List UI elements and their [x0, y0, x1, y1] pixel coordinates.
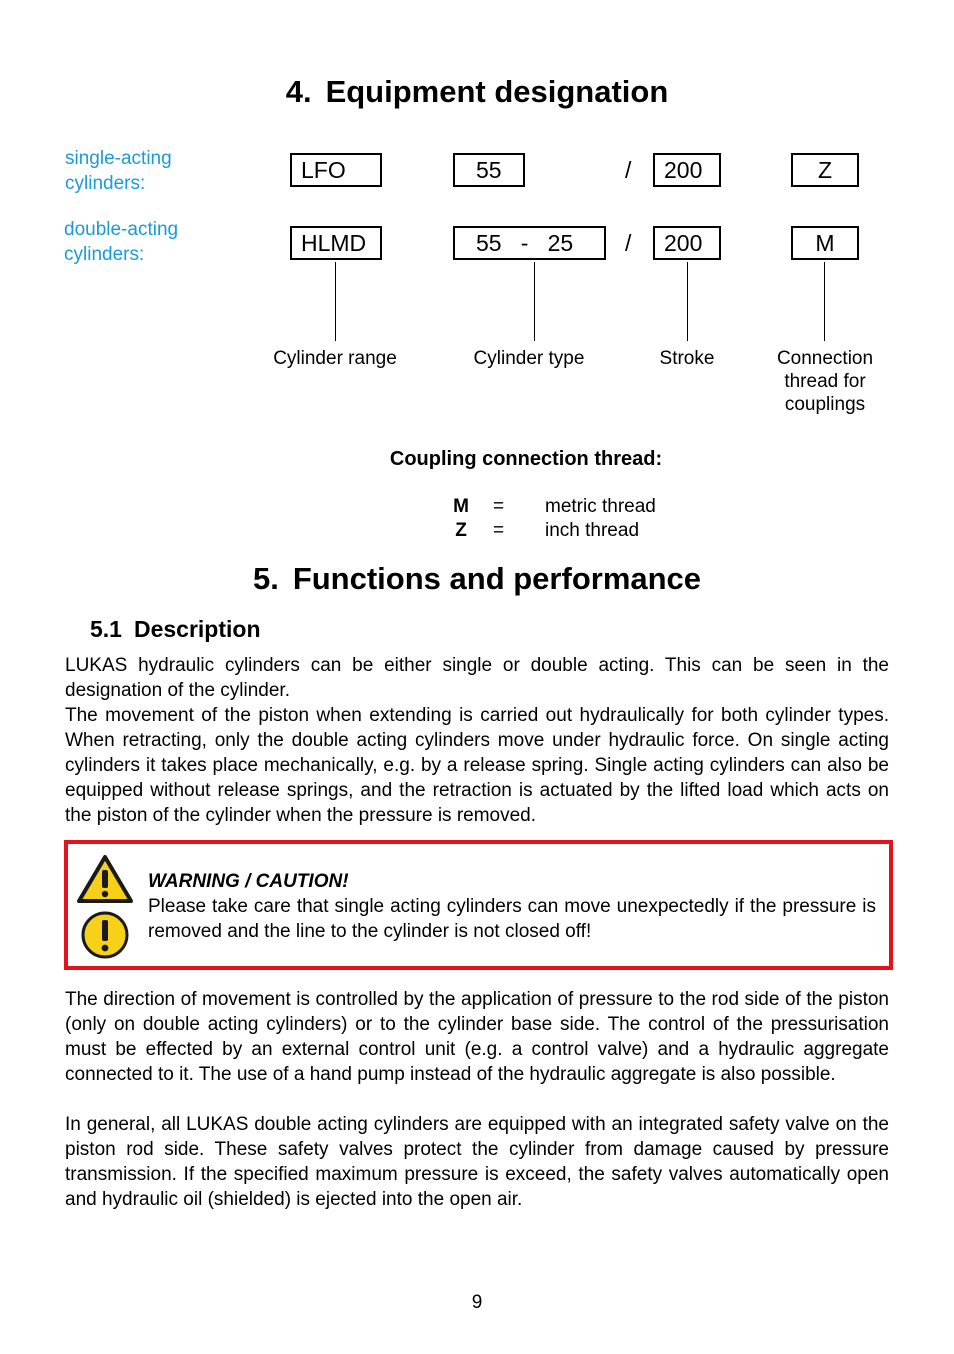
coupling-title: Coupling connection thread:	[389, 448, 663, 470]
double-slash: /	[625, 230, 632, 256]
caption-stroke: Stroke	[659, 348, 715, 369]
legend-row-metric	[451, 495, 711, 519]
paragraph-direction-control: The direction of movement is controlled by the application of pressure to the rod side of the piston (only on double acting cylinders) or to the cylinder base side. The control of the pressurisation must be effected by an external control unit (e.g. a control valve) and a hydraulic aggregate connected to it. The use of a hand pump instead of the hydraulic aggregate is also possible.	[65, 989, 889, 1085]
legend-key: M	[453, 496, 469, 517]
thread-connector-line	[824, 262, 825, 341]
range-connector-line	[335, 262, 336, 341]
legend-equals: =	[493, 496, 505, 517]
section-4-heading: 4. Equipment designation	[285, 74, 669, 109]
double-acting-label: double-acting cylinders:	[64, 219, 179, 265]
legend-row-inch	[451, 519, 711, 543]
double-range-box: HLMD	[290, 226, 382, 260]
single-slash: /	[625, 157, 632, 183]
section-5-heading: 5. Functions and performance	[252, 561, 702, 596]
legend-equals: =	[493, 520, 505, 541]
paragraph-safety-valves: In general, all LUKAS double acting cylinders are equipped with an integrated safety valve on the piston rod side. These safety valves protect the cylinder from damage caused by pressure transmission. If the specified maximum pressure is exceed, the safety valves automatically open and hydraulic oil (shielded) is ejected into the open air.	[65, 1114, 889, 1210]
warning-title: WARNING / CAUTION!	[148, 871, 349, 892]
double-stroke-box: 200	[653, 226, 721, 260]
section-5-1-heading: 5.1 Description	[90, 616, 261, 642]
caption-cylinder-range: Cylinder range	[273, 348, 397, 369]
single-thread-box: Z	[791, 153, 859, 187]
stroke-connector-line	[687, 262, 688, 341]
double-thread-box: M	[791, 226, 859, 260]
single-type-box: 55	[453, 153, 525, 187]
type-connector-line	[534, 262, 535, 341]
legend-value: inch thread	[545, 520, 640, 541]
paragraph-movement: The movement of the piston when extending is carried out hydraulically for both cylinder types. When retracting, only the double acting cylinders move under hydraulic force. On single acting cylinders it takes place mechanically, e.g. by a release spring. Single acting cylinders can also be equipped without release springs, and the retraction is actuated by the lifted load which acts on the piston of the cylinder when the pressure is removed.	[65, 705, 889, 826]
legend-key: Z	[455, 520, 467, 541]
warning-triangle-icon	[76, 854, 134, 904]
caption-cylinder-type: Cylinder type	[473, 348, 585, 369]
single-stroke-box: 200	[653, 153, 721, 187]
paragraph-intro: LUKAS hydraulic cylinders can be either single or double acting. This can be seen in the designation of the cylinder.	[65, 655, 889, 701]
warning-box	[64, 840, 893, 970]
legend-value: metric thread	[545, 496, 656, 517]
caption-connection-thread: Connection thread for couplings	[776, 348, 874, 415]
single-acting-label: single-acting cylinders:	[65, 148, 172, 194]
exclamation-circle-icon	[80, 910, 130, 960]
single-range-box: LFO	[290, 153, 382, 187]
page-number: 9	[471, 1292, 483, 1313]
double-type-box: 55 - 25	[453, 226, 606, 260]
warning-text: Please take care that single acting cylinders can move unexpectedly if the pressure is removed and the line to the cylinder is not closed off!	[148, 896, 876, 942]
